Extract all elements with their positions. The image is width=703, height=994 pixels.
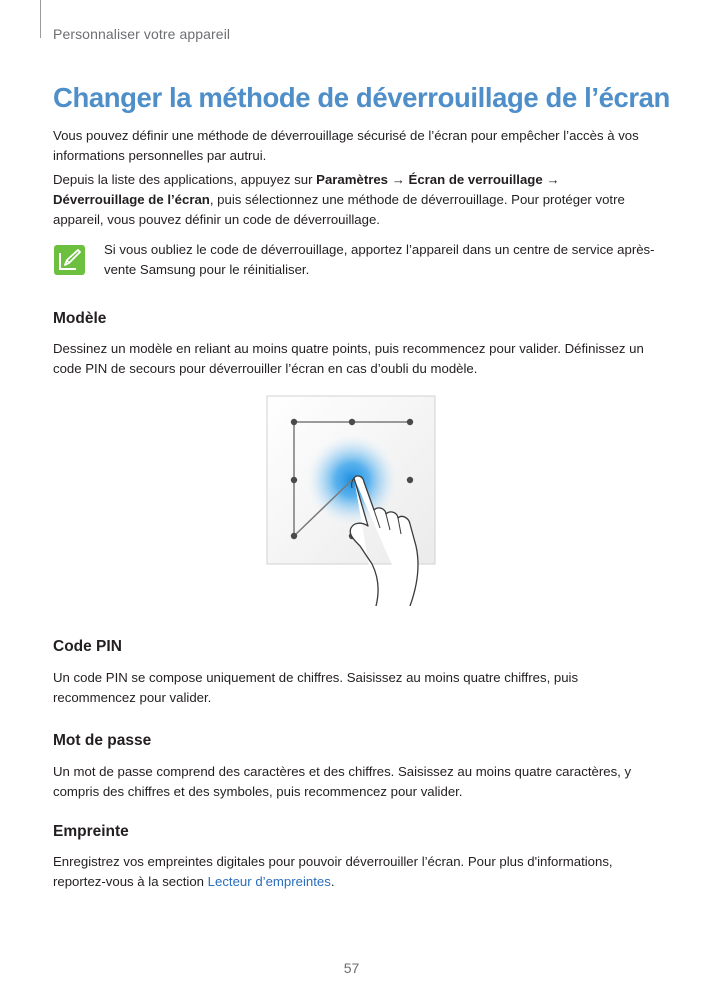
pattern-dot: [291, 533, 297, 539]
pattern-unlock-illustration: [264, 394, 440, 606]
instructions-prefix: Depuis la liste des applications, appuyez sur: [53, 172, 317, 187]
section-body-fingerprint: [53, 852, 653, 892]
fingerprint-body-end: .: [330, 874, 335, 889]
running-header: Personnaliser votre appareil: [53, 26, 231, 42]
section-body-password: Un mot de passe comprend des caractères et des chiffres. Saisissez au moins quatre caractères, y compris des chiffres et des symboles, puis recommencez pour valider.: [53, 764, 632, 799]
note-pencil-icon: [53, 244, 86, 276]
menu-path-lock-screen: Écran de verrouillage: [408, 172, 543, 187]
section-heading-pattern: Modèle: [53, 310, 107, 327]
pattern-dot: [291, 477, 297, 483]
instructions-paragraph: [53, 170, 653, 230]
page-corner-mark: [40, 0, 41, 38]
section-heading-pin: Code PIN: [53, 638, 122, 655]
section-body-pin: Un code PIN se compose uniquement de chiffres. Saisissez au moins quatre chiffres, puis recommencez pour valider.: [53, 670, 579, 705]
page-title: Changer la méthode de déverrouillage de l’écran: [53, 82, 670, 113]
arrow-separator: →: [388, 172, 409, 187]
pattern-dot: [407, 419, 413, 425]
page-number: 57: [343, 960, 360, 976]
instructions-suffix: , puis sélectionnez une méthode de déverrouillage. Pour protéger votre appareil, vous pouvez définir un code de déverrouillage.: [53, 192, 625, 227]
section-heading-password: Mot de passe: [53, 732, 152, 749]
menu-path-screen-unlock: Déverrouillage de l’écran: [53, 192, 210, 207]
section-body-pattern: Dessinez un modèle en reliant au moins quatre points, puis recommencez pour valider. Définissez un code PIN de secours pour déverrouiller l’écran en cas d’oubli du modèle.: [53, 341, 644, 376]
intro-paragraph: Vous pouvez définir une méthode de déverrouillage sécurisé de l’écran pour empêcher l’accès à vos informations personnelles par autrui.: [53, 128, 639, 163]
section-heading-fingerprint: Empreinte: [53, 823, 129, 840]
note-text: Si vous oubliez le code de déverrouillage, apportez l’appareil dans un centre de service après-vente Samsung pour le réinitialiser.: [104, 242, 655, 277]
pattern-dot: [291, 419, 297, 425]
arrow-separator: →: [542, 172, 560, 187]
pattern-dot: [349, 419, 355, 425]
pattern-dot: [407, 477, 413, 483]
fingerprint-reader-link[interactable]: Lecteur d’empreintes: [207, 874, 331, 889]
menu-path-settings: Paramètres: [316, 172, 389, 187]
fingerprint-body-text: Enregistrez vos empreintes digitales pour pouvoir déverrouiller l’écran. Pour plus d'informations, reportez-vous à la section: [53, 854, 613, 889]
